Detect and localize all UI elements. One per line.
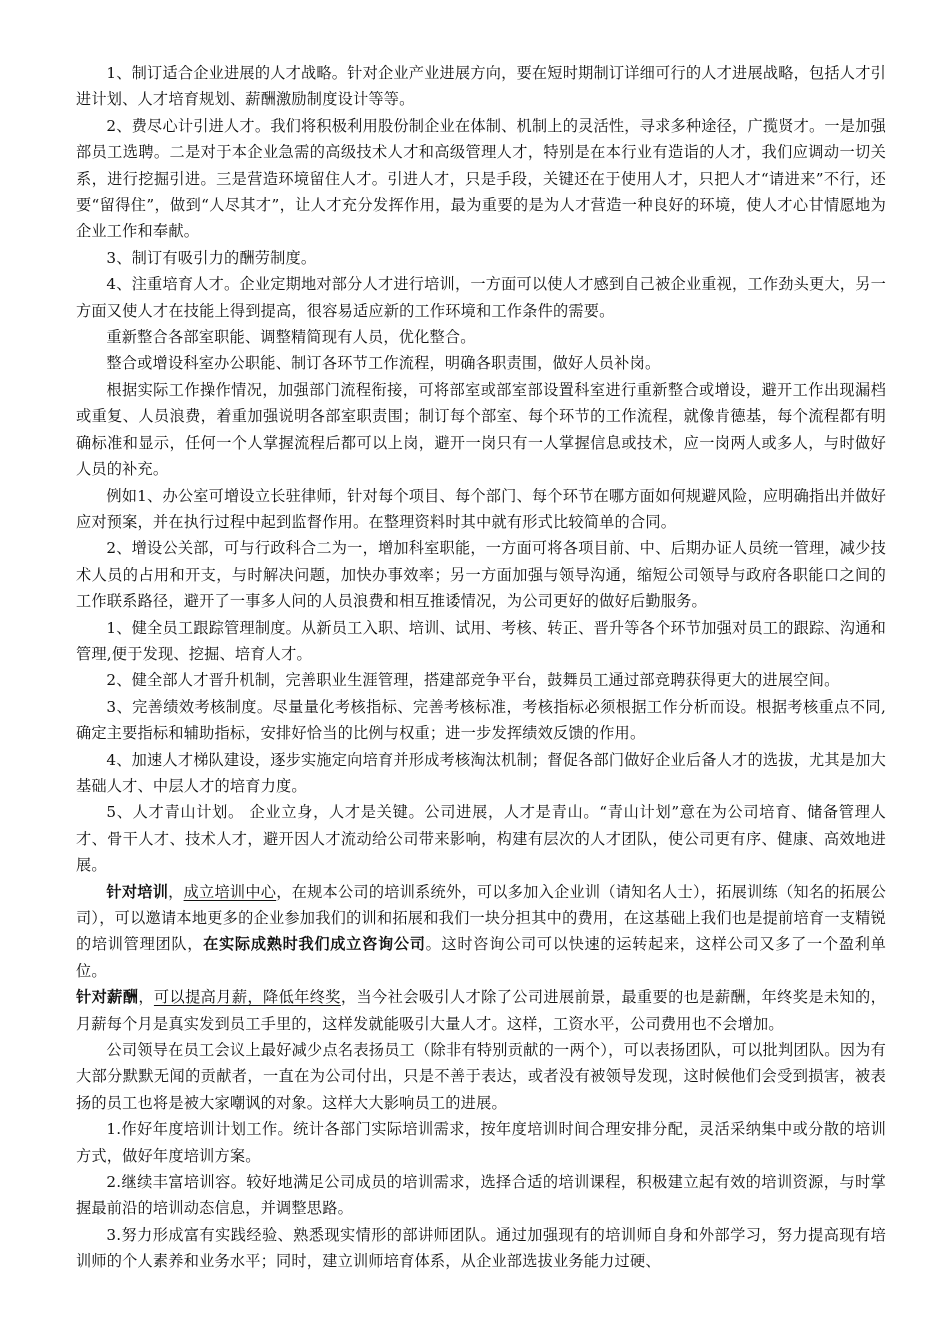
paragraph-reorganize-departments: 重新整合各部室职能、调整精简现有人员，优化整合。: [106, 328, 476, 347]
paragraph-talent-recruitment: 2、费尽心计引进人才。我们将积极利用股份制企业在体制、机制上的灵活性，寻求多种途径，广揽贤才。一是加强部员工选聘。二是对于本企业急需的高级技术人才和高级管理人才，特别是在本行业有造诣的人才，我们应调动一切关系，进行挖掘引进。三是营造环境留住人才。引进人才，只是手段，关键还在于使用人才，只把人才“请进来”不行，还要“留得住”，做到“人尽其才”，让人才充分发挥作用，最为重要的是为人才营造一种良好的环境，使人才心甘情愿地为企业工作和奉献。: [76, 116, 886, 241]
paragraph-training-content: 2.继续丰富培训容。较好地满足公司成员的培训需求，选择合适的培训课程，积极建立起有效的培训资源，与时掌握最前沿的培训动态信息，并调整思路。: [76, 1173, 886, 1218]
training-underlined: 成立培训中心: [183, 882, 277, 901]
paragraph-workflow: 根据实际工作操作情况，加强部门流程衔接，可将部室或部室部设置科室进行重新整合或增设，避开工作出现漏档或重复、人员浪费，着重加强说明各部室职责围；制订每个部室、每个环节的工作流程，就像肯德基，每个流程都有明确标准和显示，任何一个人掌握流程后都可以上岗，避开一岗只有一人掌握信息或技术，应一岗两人或多人，与时做好人员的补充。: [76, 380, 886, 479]
paragraph-promotion-mechanism: 2、健全部人才晋升机制，完善职业生涯管理，搭建部竞争平台，鼓舞员工通过部竞聘获得更大的进展空间。: [106, 671, 840, 690]
salary-sep: ，: [138, 988, 154, 1007]
paragraph-training-center: [76, 879, 886, 985]
paragraph-talent-strategy: 1、制订适合企业进展的人才战略。针对企业产业进展方向，要在短时期制订详细可行的人才进展战略，包括人才引进计划、人才培育规划、薪酬激励制度设计等等。: [76, 64, 886, 109]
salary-lead: 针对薪酬: [76, 988, 139, 1007]
paragraph-employee-tracking: 1、健全员工跟踪管理制度。从新员工入职、培训、试用、考核、转正、晋升等各个环节加强对员工的跟踪、沟通和管理,便于发现、挖掘、培育人才。: [76, 618, 886, 663]
paragraph-office-functions: 整合或增设科室办公职能、制订各环节工作流程，明确各职责围，做好人员补岗。: [106, 354, 661, 373]
training-mid: ，在规本公司的培训系统外，可以多加入企业训（请知名人士），拓展训练（知名的拓展公司），可以邀请本地更多的企业参加我们的训和拓展和我们一块分担其中的费用，在这基础上我们也是提前培育一支精锐的培训管理团队，: [76, 882, 886, 954]
paragraph-compensation-system: 3、制订有吸引力的酬劳制度。: [106, 248, 317, 267]
paragraph-qingshan-plan: 5、人才青山计划。 企业立身，人才是关键。公司进展，人才是青山。“青山计划”意在为公司培育、储备管理人才、骨干人才、技术人才，避开因人才流动给公司带来影响，构建有层次的人才团队，使公司更有序、健康、高效地进展。: [76, 803, 886, 875]
training-bold-tail: 在实际成熟时我们成立咨询公司: [203, 935, 426, 954]
paragraph-talent-training: 4、注重培育人才。企业定期地对部分人才进行培训，一方面可以使人才感到自己被企业重视，工作劲头更大，另一方面又使人才在技能上得到提高，很容易适应新的工作环境和工作条件的需要。: [76, 275, 886, 320]
salary-underlined: 可以提高月薪，降低年终奖: [153, 988, 341, 1007]
training-end: 。这时咨询公司可以快速的运转起来，这样公司又多了一个盈利单位。: [76, 935, 886, 980]
paragraph-example-lawyer: 例如1、办公室可增设立长驻律师，针对每个项目、每个部门、每个环节在哪方面如何规避风险，应明确指出并做好应对预案，并在执行过程中起到监督作用。在整理资料时其中就有形式比较简单的合同。: [76, 486, 886, 531]
document-body: [76, 60, 886, 1275]
paragraph-lecturer-team: 3.努力形成富有实践经验、熟悉现实情形的部讲师团队。通过加强现有的培训师自身和外部学习，努力提高现有培训师的个人素养和业务水平；同时，建立训师培育体系，从企业部选拔业务能力过硬、: [76, 1225, 886, 1271]
paragraph-praise-policy: 公司领导在员工会议上最好减少点名表扬员工（除非有特别贡献的一两个），可以表扬团队，可以批判团队。因为有大部分默默无闻的贡献者，一直在为公司付出，只是不善于表达，或者没有被领导发现，这时候他们会受到损害，被表扬的员工也将是被大家嘲讽的对象。这样大大影响员工的进展。: [76, 1041, 886, 1112]
paragraph-annual-training-plan: 1.作好年度培训计划工作。统计各部门实际培训需求，按年度培训时间合理安排分配，灵活采纳集中或分散的培训方式，做好年度培训方案。: [76, 1120, 886, 1165]
salary-rest: ，当今社会吸引人才除了公司进展前景，最重要的也是薪酬，年终奖是未知的，月薪每个月是真实发到员工手里的，这样发就能吸引大量人才。这样，工资水平，公司费用也不会增加。: [76, 988, 887, 1033]
paragraph-public-relations: 2、增设公关部，可与行政科合二为一，增加科室职能，一方面可将各项目前、中、后期办证人员统一管理，减少技术人员的占用和开支，与时解决问题，加快办事效率；另一方面加强与领导沟通，缩短公司领导与政府各职能口之间的工作联系路径，避开了一事多人问的人员浪费和相互推诿情况，为公司更好的做好后勤服务。: [76, 539, 886, 611]
paragraph-salary: [76, 984, 886, 1037]
paragraph-talent-pipeline: 4、加速人才梯队建设，逐步实施定向培育并形成考核淘汰机制；督促各部门做好企业后备人才的选拔，尤其是加大基础人才、中层人才的培育力度。: [76, 750, 886, 795]
paragraph-performance-appraisal: 3、完善绩效考核制度。尽量量化考核指标、完善考核标准，考核指标必须根据工作分析而设。根据考核重点不同,确定主要指标和辅助指标，安排好恰当的比例与权重；进一步发挥绩效反馈的作用。: [76, 697, 886, 743]
training-sep: ，: [168, 882, 184, 901]
training-lead: 针对培训: [106, 882, 169, 901]
